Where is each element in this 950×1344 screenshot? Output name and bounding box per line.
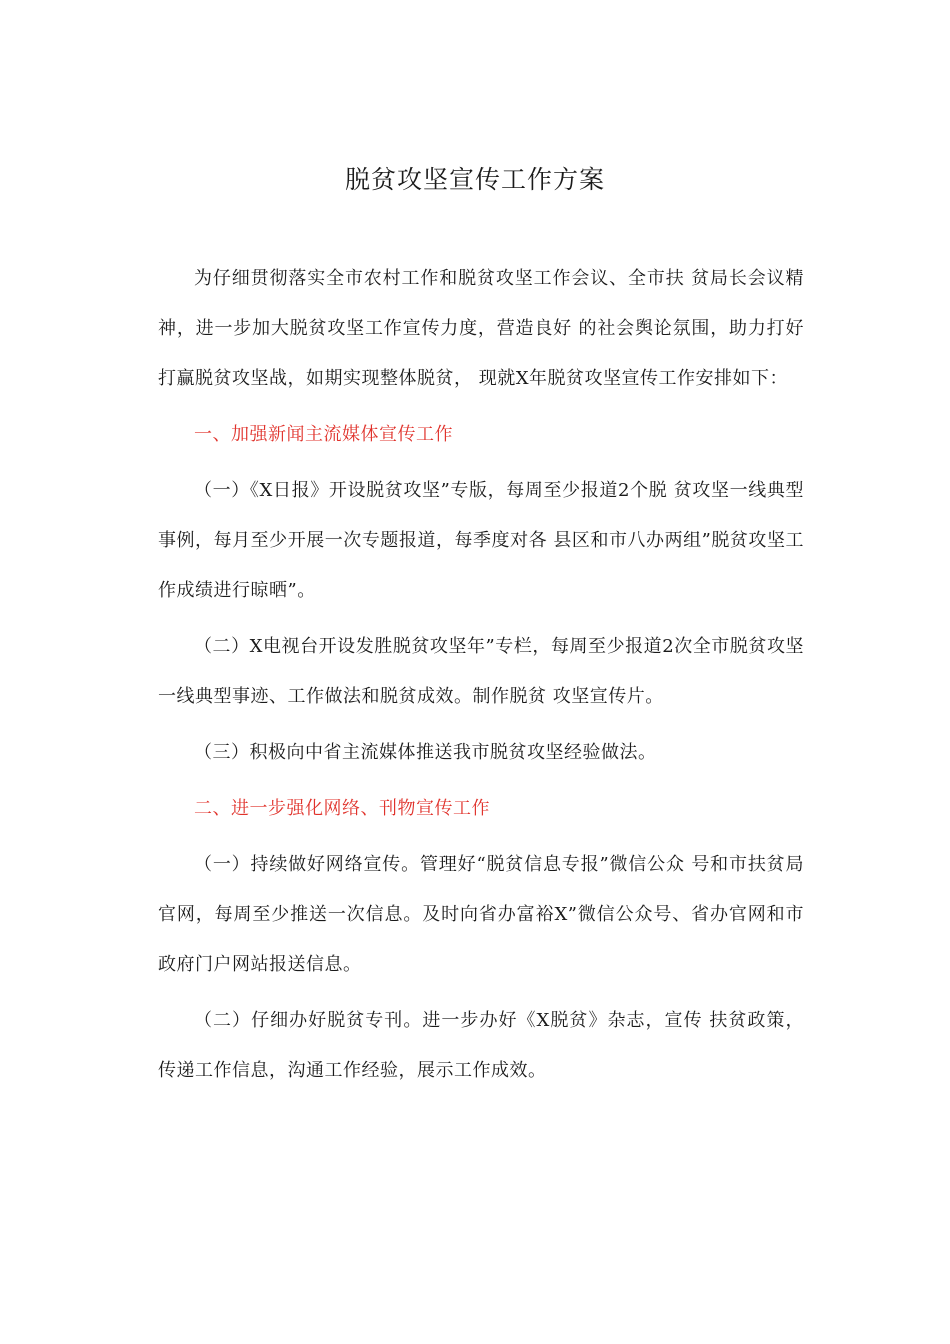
section-1-item-2: （二）X电视台开设发胜脱贫攻坚年”专栏，每周至少报道2次全市脱贫攻坚一线典型事迹、工作做法和脱贫成效。制作脱贫 攻坚宣传片。 [158,636,804,707]
section-heading-2: 二、进一步强化网络、刊物宣传工作 [194,798,490,819]
section-heading-1: 一、加强新闻主流媒体宣传工作 [194,424,453,445]
section-1-item-3: （三）积极向中省主流媒体推送我市脱贫攻坚经验做法。 [194,742,657,763]
section-1-item-1: （一）《X日报》开设脱贫攻坚”专版，每周至少报道2个脱 贫攻坚一线典型事例，每月至少开展一次专题报道，每季度对各 县区和市八办两组”脱贫攻坚工作成绩进行晾晒”。 [158,480,804,601]
section-2-item-1: （一）持续做好网络宣传。管理好“脱贫信息专报”微信公众 号和市扶贫局官网，每周至少推送一次信息。及时向省办富裕X”微信公众号、省办官网和市政府门户网站报送信息。 [158,854,804,975]
document-body [158,254,804,1102]
section-2-item-2: （二）仔细办好脱贫专刊。进一步办好《X脱贫》杂志，宣传 扶贫政策，传递工作信息，沟通工作经验，展示工作成效。 [158,1010,804,1081]
intro-paragraph: 为仔细贯彻落实全市农村工作和脱贫攻坚工作会议、全市扶 贫局长会议精神，进一步加大脱贫攻坚工作宣传力度，营造良好 的社会舆论氛围，助力打好打赢脱贫攻坚战，如期实现整体脱贫， 现就X年脱贫攻坚宣传工作安排如下： [158,268,804,389]
page-title: 脱贫攻坚宣传工作方案 [344,165,605,194]
